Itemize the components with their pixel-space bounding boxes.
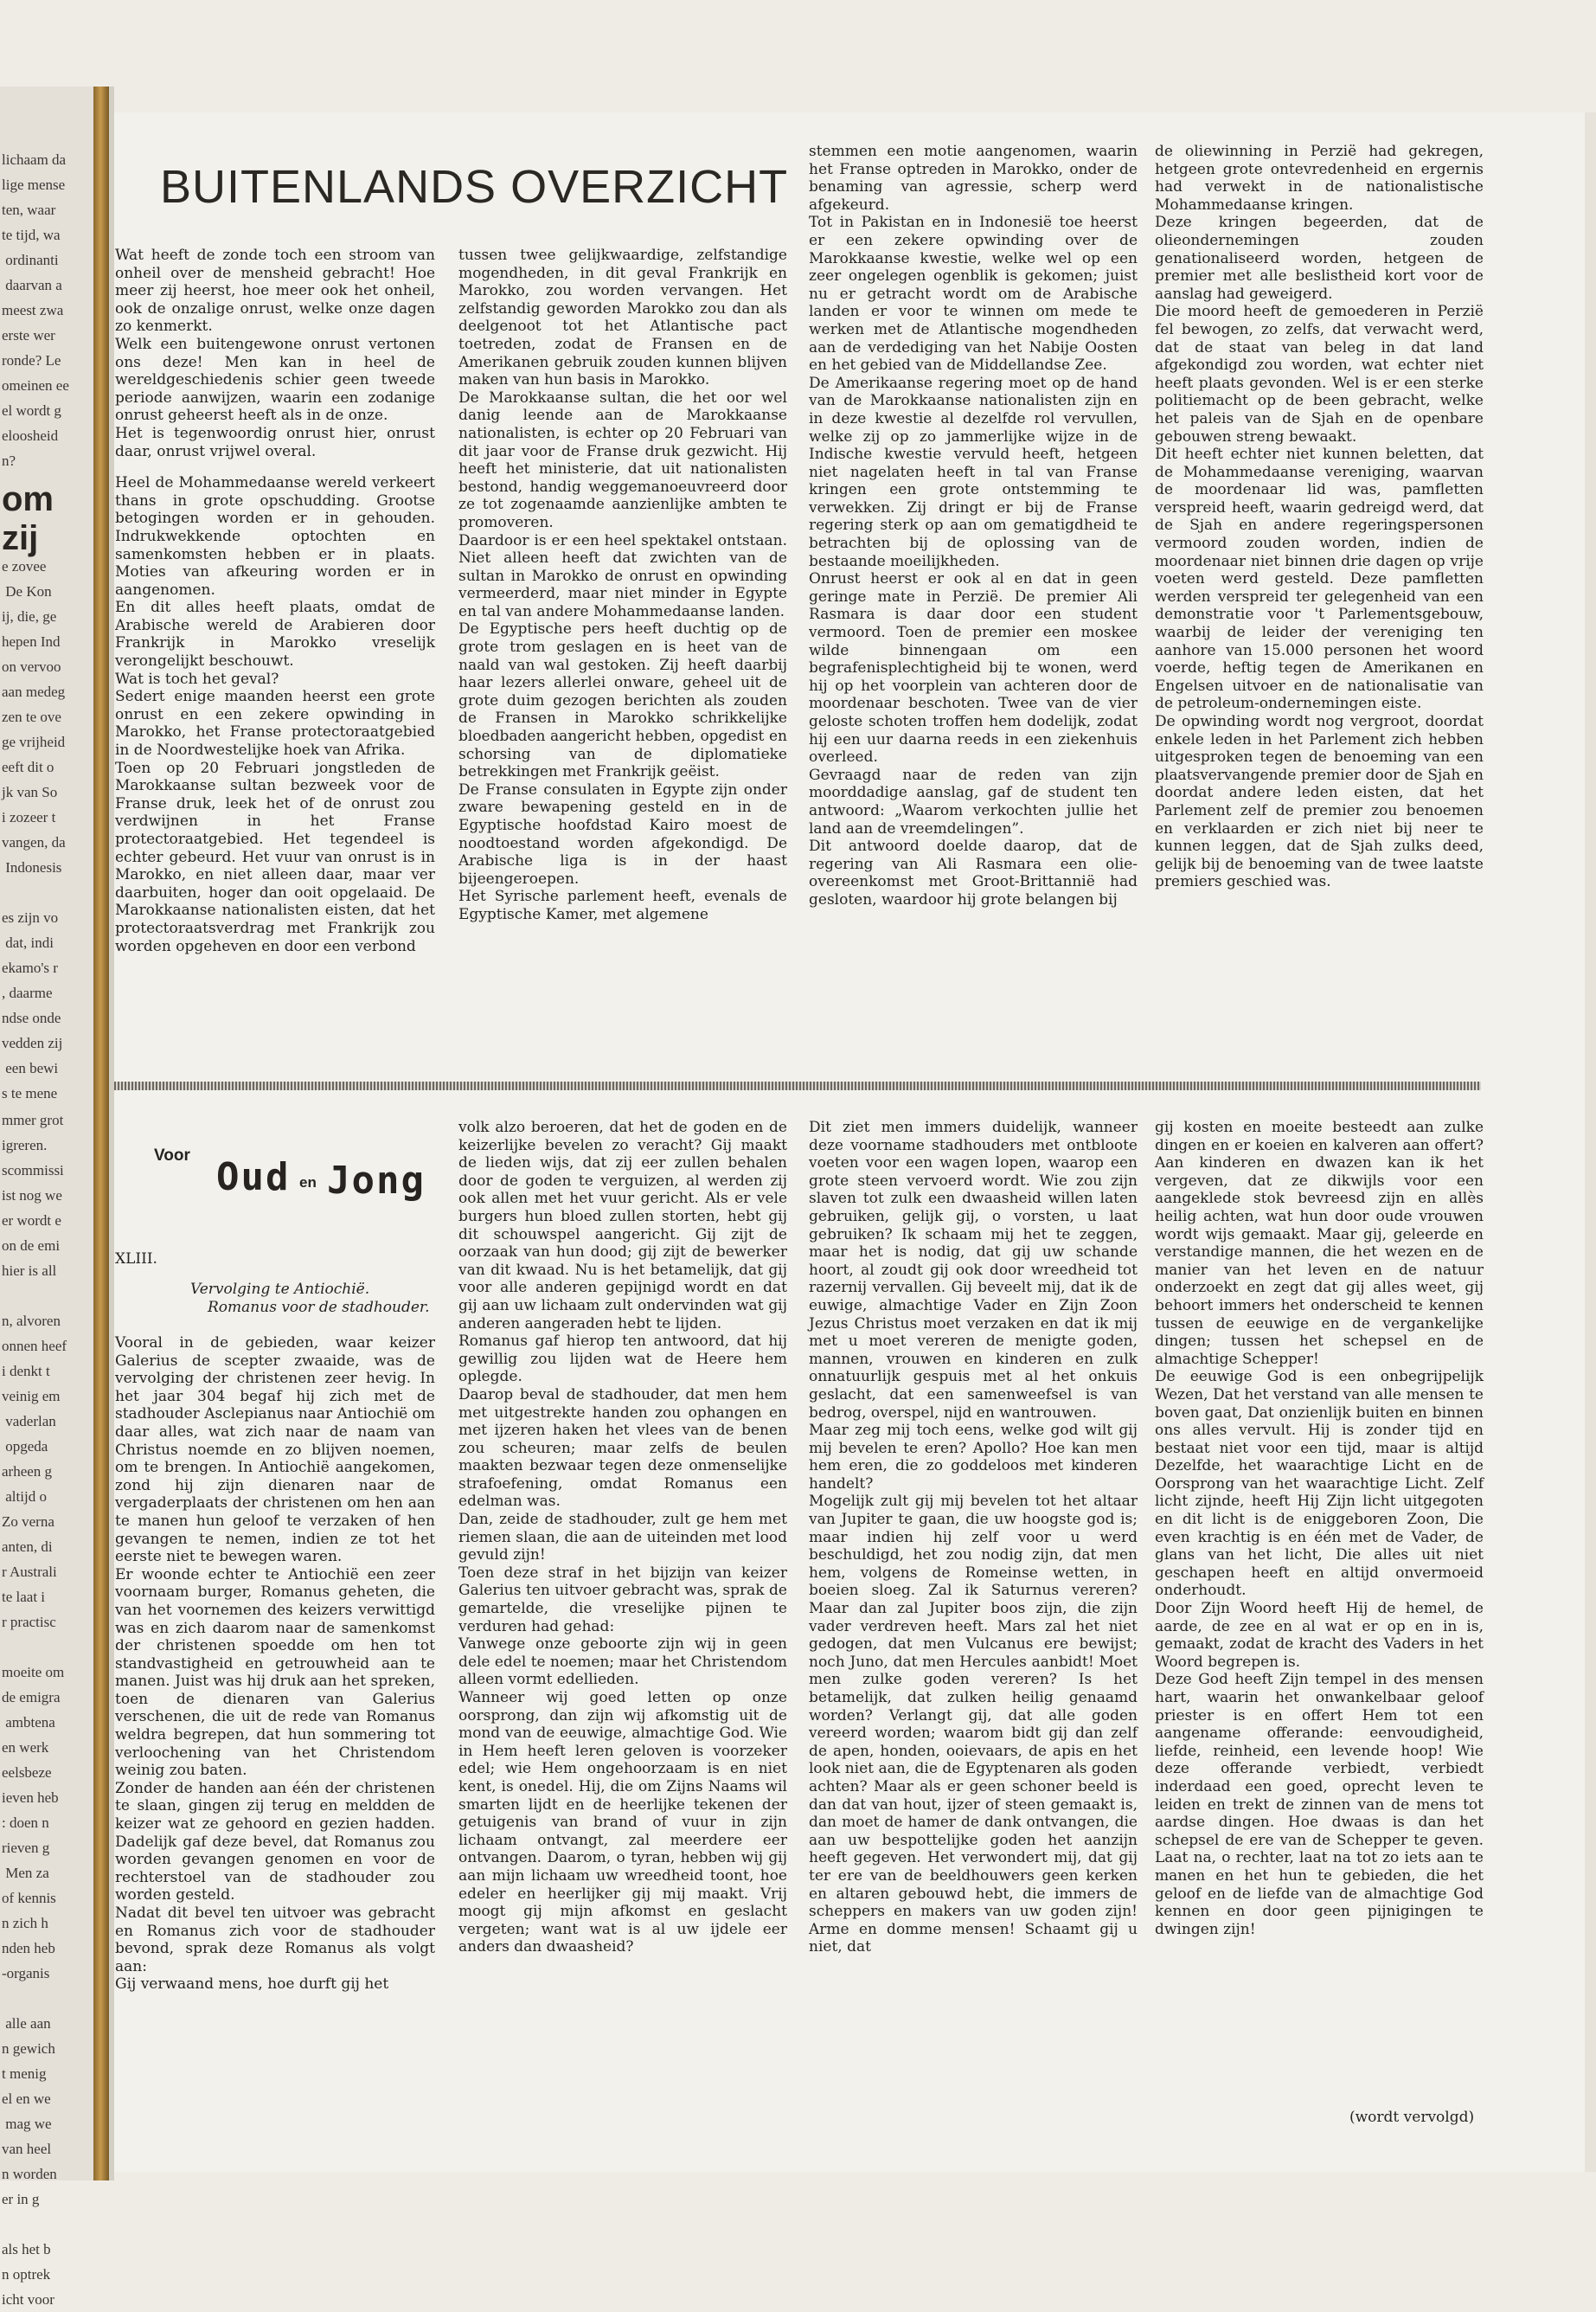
paragraph: Daardoor is er een heel spektakel ontstaan. Niet alleen heeft dat zwichten van de sultan in Marokko de onrust en opwinding vermeerderd, maar niet minder in Egypte en tal van andere Mohammedaanse landen. (458, 531, 787, 620)
chapter-number: XLIII. (115, 1250, 157, 1268)
article-column-3 (809, 143, 1138, 909)
paragraph: Door Zijn Woord heeft Hij de hemel, de aarde, de zee en al wat er op en in is, gemaakt, zodat de kracht des Vaders in het Woord begrepen is. (1155, 1600, 1484, 1671)
paragraph: de oliewinning in Perzië had gekregen, hetgeen grote ontevredenheid en ergernis had verwekt in de nationalistische Mohammedaanse kringen. (1155, 143, 1484, 214)
paragraph: Dit ziet men immers duidelijk, wanneer deze voorname stadhouders met ontbloote voeten voor een wagen lopen, waarop een grote steen vervoerd wordt. Wie zou zijn slaven tot zulk een dwaasheid willen laten gebruiken, gelijk gij, o vorsten, u laat gebruiken? Ik schaam mij het te zeggen, maar het is nodig, dat gij uw schande hoort, al zoudt gij ook door wreedheid tot razernij vervallen. Gij beveelt mij, dat ik de euwige, almachtige Vader en Zijn Zoon Jezus Christus moet verzaken en dat ik mij met u moet vereren de menigte goden, mannen, vrouwen en kinderen en zulk onnatuurlijk gespuis met al het onkuis geslacht, dat een samenweefsel is van bedrog, overspel, nijd en wantrouwen. (809, 1119, 1138, 1422)
serial-masthead (145, 1146, 426, 1224)
section-divider (114, 1082, 1481, 1090)
paragraph: De Egyptische pers heeft duchtig op de grote trom geslagen en is heet van de naald van wal gestoken. Zij heeft daarbij haar lezers allerlei onware, geheel uit de grote duim gezogen berichten als zouden de Fransen in Marokko schrikkelijke bloedbaden aangericht hebben, opgedist en schorsing van de diplomatieke betrekkingen met Frankrijk geëist. (458, 620, 787, 781)
paragraph: Onrust heerst er ook al en dat in geen geringe mate in Perzië. De premier Ali Rasmara is daar door een student vermoord. Toen de premier een moskee wilde binnengaan om een begrafenisplechtigheid bij te wonen, werd hij op het voorplein van achteren door de moordenaar beschoten. Twee van de vier geloste schoten troffen hem dodelijk, zodat hij een uur daarna reeds in een ziekenhuis overleed. (809, 570, 1138, 767)
binding-fold (93, 87, 109, 2180)
paragraph: Gevraagd naar de reden van zijn moorddadige aanslag, gaf de student ten antwoord: „Waarom verkochten jullie het land aan de vreemdelingen”. (809, 766, 1138, 838)
adjacent-page-edge (0, 87, 97, 2308)
paragraph: Tot in Pakistan en in Indonesië toe heerst er een zekere opwinding over de Marokkaanse kwestie, welke wel op een zeer ongelegen ogenblik is gekomen; juist nu er getracht wordt om de Arabische landen er voor te winnen om mede te werken met de Atlantische mogendheden aan de verdediging van het Nabije Oosten en het gebied van de Middellandse Zee. (809, 214, 1138, 375)
masthead-en: en (299, 1174, 317, 1191)
page-title: BUITENLANDS OVERZICHT (160, 161, 789, 213)
paragraph: volk alzo beroeren, dat het de goden en de keizerlijke bevelen zo veracht? Gij maakt de lieden wijs, dat zij eer zullen behalen door de goden te verguizen, al werden zij ook allen met het vuur gericht. Als er vele burgers hun bloed zullen storten, hebt gij dit schouwspel aangericht. Gij zijt de oorzaak van hun dood; gij zijt de bewerker van dit kwaad. Nu is het betamelijk, dat gij voor alle anderen gepijnigd wordt en dat gij aan uw lichaam zult ondervinden wat gij anderen aangeraden hebt te lijden. (458, 1119, 787, 1333)
adjacent-page-text-middle: e zovee De Kon ij, die, ge hepen Ind on vervoo aan medeg zen te ove ge vrijheid eeft dit o jk van So i zozeer t vangen, da Indonesis es zijn vo dat, indi ekamo's r , daarme ndse onde vedden zij een bewi s te mene (2, 558, 66, 1101)
paragraph: Wat is toch het geval? (115, 670, 279, 688)
chapter-subtitle-line-2: Romanus voor de stadhouder. (208, 1299, 430, 1316)
paragraph: tussen twee gelijkwaardige, zelfstandige mogendheden, in dit geval Frankrijk en Marokko, zou worden vervangen. Het zelfstandig geworden Marokko zou dan als deelgenoot tot het Atlantische pact toetreden, zodat de Fransen en de Amerikanen gebruik zouden kunnen blijven maken van hun basis in Marokko. (458, 247, 787, 389)
masthead-voor: Voor (154, 1146, 190, 1165)
paragraph: De Amerikaanse regering moet op de hand van de Marokkaanse nationalisten zijn en in deze kwestie al dezelfde rol vervullen, welke zij op zo jammerlijke wijze in de Indische kwestie vervuld heeft, hetgeen niet nagelaten heeft in tal van Franse kringen een grote ontstemming te verwekken. Zij dringt er bij de Franse regering sterk op aan om gematigdheid te betrachten bij de oplossing van de bestaande moeilijkheden. (809, 374, 1138, 570)
chapter-subtitle (190, 1281, 430, 1317)
paragraph: Vanwege onze geboorte zijn wij in geen dele edel te noemen; maar het Christendom alleen vormt edellieden. (458, 1635, 787, 1689)
paragraph: Welk een buitengewone onrust vertonen ons deze! Men kan in heel de wereldgeschiedenis schier geen tweede periode aanwijzen, waarin een zodanige onrust geheerst heeft als in de onze. (115, 335, 435, 425)
paragraph: Mogelijk zult gij mij bevelen tot het altaar van Jupiter te gaan, die uw hoogste god is; maar indien hij zelf voor u werd beschuldigd, het zou nodig zijn, dat men hem, volgens de Romeinse wetten, in boeien sloeg. Zal ik Saturnus vereren? Maar dan zal Jupiter boos zijn, die zijn vader verdreven heeft. Mars zal het niet gedogen, dat men Vulcanus ere bewijst; noch Juno, dat men Hercules aanbidt! Moet men zulke goden vereren? Is het betamelijk, dat zulken heilig genaamd worden? Verlangt gij, dat alle goden vereerd worden; waarom bidt gij dan zelf de apen, honden, ooievaars, de apis en het look niet aan, die de Egyptenaren als goden achten? Maar als er geen schoner beeld is dan dat van hout, ijzer of steen gemaakt is, dan moet de hamer de dank ontvangen, die aan uw bespottelijke goden het aanzijn heeft gegeven. Het verwondert mij, dat gij ter ere van de beeldhouwers geen kerken en altaren gebouwd hebt, die immers de scheppers en makers van uw goden zijn! Arme en domme mensen! Schaamt gij u niet, dat (809, 1493, 1138, 1956)
adjacent-page-text-top: lichaam da lige mense ten, waar te tijd, wa ordinanti daarvan a meest zwa erste wer ronde? Le omeinen ee el wordt g eloosheid n? (2, 151, 69, 469)
paragraph: Gij verwaand mens, hoe durft gij het (115, 1975, 389, 1994)
article-column-1 (115, 247, 435, 955)
serial-column-2 (458, 1119, 787, 1956)
article-column-4 (1155, 143, 1484, 891)
paragraph: Heel de Mohammedaanse wereld verkeert thans in grote opschudding. Grootse betogingen worden er in gehouden. Indrukwekkende optochten en samenkomsten hebben er in plaats. Moties van afkeuring worden er in aangenomen. (115, 474, 435, 599)
paragraph: Wat heeft de zonde toch een stroom van onheil over de mensheid gebracht! Hoe meer zij heerst, hoe meer ook het onheil, ook de onzalige onrust, welke onze dagen zo kenmerkt. (115, 247, 435, 336)
paragraph: Nadat dit bevel ten uitvoer was gebracht en Romanus zich voor de stadhouder bevond, sprak deze Romanus als volgt aan: (115, 1904, 435, 1975)
serial-column-3 (809, 1119, 1138, 1956)
paragraph: De Franse consulaten in Egypte zijn onder zware bewapening gesteld en in de Egyptische hoofdstad Kairo moest de noodtoestand worden afgekondigd. De Arabische liga is in der haast bijeengeroepen. (458, 780, 787, 888)
paragraph: Daarop beval de stadhouder, dat men hem met uitgestrekte handen zou ophangen en met ijzeren haken het vlees van de benen zou scheuren; maar zelfs de beulen maakten bezwaar tegen deze onmenselijke strafoefening, omdat Romanus een edelman was. (458, 1385, 787, 1511)
page-right-edge (1585, 112, 1596, 2172)
paragraph: Romanus gaf hierop ten antwoord, dat hij gewillig zou lijden wat de Heere hem oplegde. (458, 1333, 787, 1386)
serial-column-1 (115, 1334, 435, 1994)
continued-note: (wordt vervolgd) (1349, 2109, 1475, 2126)
paragraph: Die moord heeft de gemoederen in Perzië fel bewogen, zo zelfs, dat verwacht werd, dat de staat van beleg in dat land afgekondigd zou worden, wat echter niet heeft plaats gevonden. Wel is er een sterke politiemacht op de been gebracht, welke het paleis van de Sjah en de openbare gebouwen streng bewaakt. (1155, 303, 1484, 446)
paragraph: Zonder de handen aan één der christenen te slaan, gingen zij terug en meldden de keizer wat ze gehoord en gezien hadden. Dadelijk gaf deze bevel, dat Romanus zou worden gevangen genomen en voor de rechterstoel van de stadhouder zou worden gesteld. (115, 1779, 435, 1904)
paragraph: Er woonde echter te Antiochië een zeer voornaam burger, Romanus geheten, die van het voornemen des keizers verwittigd was en zich daarom naar de samenkomst der christenen spoedde om hen tot standvastigheid en getrouwheid aan te manen. Juist was hij druk aan het spreken, toen de dienaren van Galerius verschenen, die uit de rede van Romanus weldra begrepen, dat hun sommering tot verloochening van het Christendom weinig zou baten. (115, 1565, 435, 1780)
paragraph: Dan, zeide de stadhouder, zult ge hem met riemen slaan, die aan de uiteinden met lood gevuld zijn! (458, 1511, 787, 1564)
paragraph: De opwinding wordt nog vergroot, doordat enkele leden in het Parlement zich hebben uitgesproken tegen de benoeming van een plaatsvervangende premier door de Sjah en doordat andere leden eisten, dat het Parlement zelf de premier zou benoemen en verklaarden er zich niet bij neer te kunnen leggen, dat de Sjah zulks deed, gelijk bij de benoeming van de twee laatste premiers geschied was. (1155, 713, 1484, 891)
chapter-subtitle-line-1: Vervolging te Antiochië. (190, 1281, 370, 1298)
paragraph: Deze God heeft Zijn tempel in des mensen hart, waarin het onwankelbaar geloof priester is en offert Hem tot een aangename offerande: eenvoudigheid, liefde, reinheid, een levende hoop! Wie deze offerande verbiedt, verbiedt inderdaad een goed, oprecht leven te leiden en trekt de zinnen van de mens tot aardse dingen. Hoe dwaas is dan het schepsel de ere van de Schepper te geven. Laat na, o rechter, laat na tot zo iets aan te manen en het hun te gebieden, die het geloof en de liefde van de almachtige God kennen en door geen pijnigingen te dwingen zijn! (1155, 1671, 1484, 1938)
paragraph: De eeuwige God is een onbegrijpelijk Wezen, Dat het verstand van alle mensen te boven gaat, Dat onzienlijk buiten en binnen ons alles vervult. Hij is zonder tijd en bestaat niet voor een tijd, maar is altijd Dezelfde, het waarachtige Licht en de Oorsprong van het waarachtige Licht. Zelf licht zijnde, heeft Hij Zijn licht uitgegoten en dit licht is de eniggeboren Zoon, Die even krachtig is en één met de Vader, de glans van het licht, Die alles uit niet geschapen heeft en altijd onvermoeid onderhoudt. (1155, 1368, 1484, 1600)
paragraph: Het is tegenwoordig onrust hier, onrust daar, onrust vrijwel overal. (115, 424, 435, 460)
paragraph: De Marokkaanse sultan, die het oor wel danig leende aan de Marokkaanse nationalisten, is echter op 20 Februari van dit jaar voor de Franse druk gezwicht. Hij heeft het ministerie, dat uit nationalisten bestond, handig weggemanoeuvreerd door ze tot zogenaamde aanzienlijke ambten te promoveren. (458, 389, 787, 531)
masthead-jong: Jong (327, 1159, 426, 1203)
paragraph: Toen op 20 Februari jongstleden de Marokkaanse sultan bezweek voor de Franse druk, leek het of de onrust zou verdwijnen in het Franse protectoraatgebied. Het tegendeel is echter gebeurd. Het vuur van onrust is in Marokko, en niet alleen daar, maar ver daarbuiten, hoger dan ooit opgelaaid. De Marokkaanse nationalisten eisten, dat het protectoraatsverdrag met Frankrijk zou worden opgeheven en door een verbond (115, 759, 435, 955)
article-column-2 (458, 247, 787, 924)
paragraph: Wanneer wij goed letten op onze oorsprong, dan zijn wij afkomstig uit de mond van de eeuwige, almachtige God. Wie in Hem heeft leren geloven is voorzeker edel; wie Hem ongehoorzaam is en niet kent, is onedel. Hij, die om Zijns Naams wil smarten lijdt en de heerlijke tekenen der getuigenis van brand of vuur in zijn lichaam ontvangt, zal meerdere eer ontvangen. Daarom, o tyran, hebben wij gij aan mijn lichaam uw wreedheid toont, hoe edeler en heerlijker gij mij maakt. Vrij moogt gij mijn afkomst en geslacht vergeten; want wat is al uw ijdele eer anders dan dwaasheid? (458, 1689, 787, 1956)
paragraph: Toen deze straf in het bijzijn van keizer Galerius ten uitvoer gebracht was, sprak de gemartelde, die vreselijke pijnen te verduren had gehad: (458, 1564, 787, 1635)
adjacent-page-text-bottom: mmer grot igreren. scommissi ist nog we er wordt e on de emi hier is all n, alvoren onnen heef i denkt t veinig em vaderlan opgeda arheen g altijd o Zo verna anten, di r Australi te laat i r practisc moeite om de emigra ambtena en werk eelsbeze ieven heb : doen n rieven g Men za of kennis n zich h nden heb -organis alle aan n gewich t menig el en we mag we van heel n worden er in g als het b n optrek icht voor (2, 1112, 67, 2308)
paragraph: Het Syrische parlement heeft, evenals de Egyptische Kamer, met algemene (458, 888, 787, 923)
serial-column-4 (1155, 1119, 1484, 1938)
paragraph: Sedert enige maanden heerst een grote onrust en een zekere opwinding in Marokko, het Franse protectoraatgebied in de Noordwestelijke hoek van Afrika. (115, 688, 435, 760)
paragraph: Deze kringen begeerden, dat de olieondernemingen zouden genationaliseerd worden, hetgeen de premier met alle beslistheid kort voor de aanslag had geweigerd. (1155, 214, 1484, 303)
paragraph: stemmen een motie aangenomen, waarin het Franse optreden in Marokko, onder de benaming van agressie, scherp werd afgekeurd. (809, 143, 1138, 214)
paragraph: Maar zeg mij toch eens, welke god wilt gij mij bevelen te eren? Apollo? Hoe kan men hem eren, die zo goddeloos met kinderen handelt? (809, 1422, 1138, 1493)
adjacent-page-heading: om zij (2, 480, 54, 557)
paragraph: Vooral in de gebieden, waar keizer Galerius de scepter zwaaide, was de vervolging der christenen zeer hevig. In het jaar 304 begaf hij zich met de stadhouder Asclepianus naar Antiochië om daar alles, wat zich naar de naam van Christus noemde en zo blijven noemen, om te brengen. In Antiochië aangekomen, zond hij zijn dienaren naar de vergaderplaats der christenen om hen aan te manen hun geloof te verzaken of hen gevangen te nemen, indien ze tot het eerste niet te bewegen waren. (115, 1334, 435, 1566)
masthead-oud: Oud (216, 1155, 291, 1199)
paragraph: En dit alles heeft plaats, omdat de Arabische wereld de Arabieren door Frankrijk in Marokko vreselijk verongelijkt beschouwt. (115, 599, 435, 671)
paragraph: Dit heeft echter niet kunnen beletten, dat de Mohammedaanse vereniging, waarvan de moordenaar lid was, pamfletten verspreid heeft, waarin gedreigd werd, dat de Sjah en andere regeringspersonen vermoord zouden worden, indien de moordenaar niet binnen drie dagen op vrije voeten werd gesteld. Deze pamfletten werden verspreid ter gelegenheid van een demonstratie voor 't Parlementsgebouw, waarbij de leider der vereniging ten aanhore van 15.000 personen het woord voerde, heftig tegen de Amerikanen en Engelsen uitvoer en de nationalisatie van de petroleum-ondernemingen eiste. (1155, 446, 1484, 713)
paragraph: gij kosten en moeite besteedt aan zulke dingen en er koeien en kalveren aan offert? Aan kinderen en dwazen kan ik het vergeven, dat ze dikwijls voor een aangeklede stok bevreesd zijn en allès heilig achten, wat hun door oude vrouwen wordt wijs gemaakt. Maar gij, geleerde en verstandige mannen, die het wezen en de manier van het leven en de natuur onderzoekt en zegt dat gij alles weet, gij behoort immers het onderscheid te kennen tussen de eeuwige en de vergankelijke dingen; tussen het schepsel en de almachtige Schepper! (1155, 1119, 1484, 1368)
paragraph: Dit antwoord doelde daarop, dat de regering van Ali Rasmara een olie-overeenkomst met Groot-Brittannië had gesloten, waardoor hij grote belangen bij (809, 838, 1138, 909)
